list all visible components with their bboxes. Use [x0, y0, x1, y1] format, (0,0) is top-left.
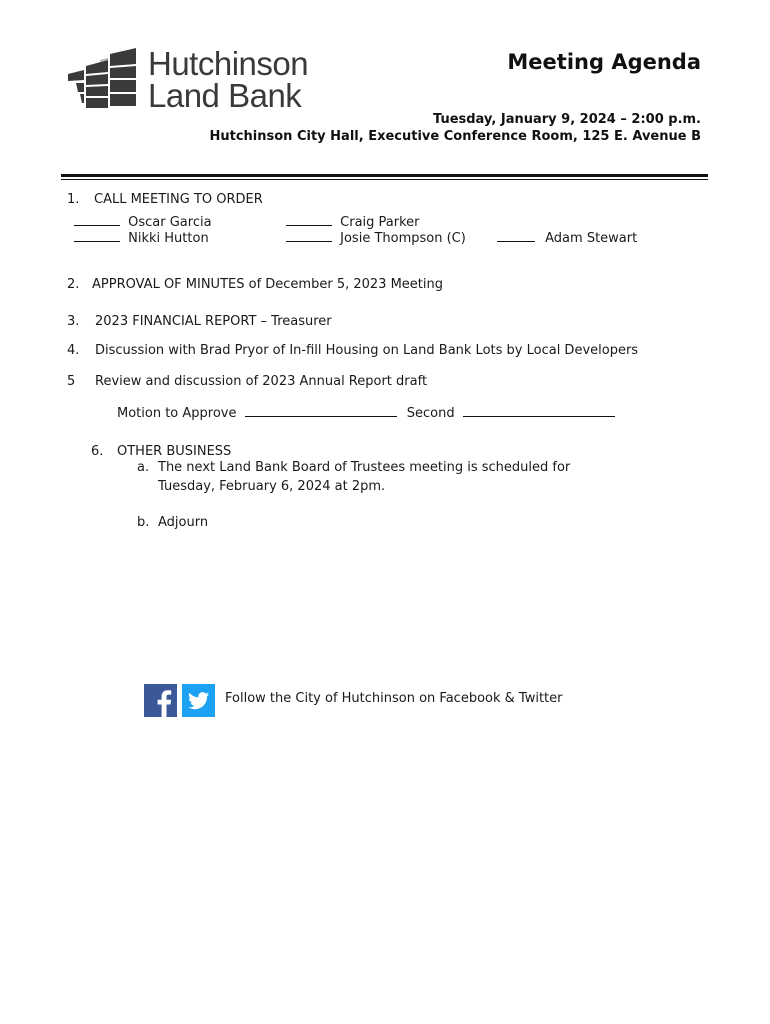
- item-number: 2.: [67, 277, 80, 292]
- signature-blank: [74, 230, 120, 242]
- agenda-item-financial-report: 2023 FINANCIAL REPORT – Treasurer: [95, 314, 332, 329]
- second-blank: [463, 405, 615, 417]
- signature-blank: [286, 214, 332, 226]
- roll-call-name: Oscar Garcia: [128, 215, 212, 230]
- roll-call-entry: [286, 214, 420, 230]
- roll-call-name: Adam Stewart: [545, 231, 638, 246]
- signature-blank: [74, 214, 120, 226]
- agenda-item-call-to-order: CALL MEETING TO ORDER: [94, 192, 263, 207]
- item-number: 6.: [91, 444, 104, 459]
- agenda-item-discussion: Discussion with Brad Pryor of In-fill Housing on Land Bank Lots by Local Developers: [95, 343, 639, 358]
- logo-wordmark-line1: Hutchinson: [148, 45, 309, 82]
- twitter-icon[interactable]: [182, 684, 215, 717]
- roll-call-name: Nikki Hutton: [128, 231, 209, 246]
- facebook-icon[interactable]: [144, 684, 177, 717]
- signature-blank: [286, 230, 332, 242]
- motion-line: [117, 405, 615, 421]
- motion-blank: [245, 405, 397, 417]
- agenda-item-other-business: OTHER BUSINESS: [117, 444, 232, 459]
- page-title: Meeting Agenda: [507, 50, 701, 74]
- roll-call-entry: [286, 230, 466, 246]
- sub-item-adjourn: Adjourn: [158, 515, 209, 530]
- header-divider-thick: [61, 174, 708, 177]
- meeting-location: Hutchinson City Hall, Executive Conference Room, 125 E. Avenue B: [209, 129, 701, 144]
- item-number: 5: [67, 374, 76, 389]
- agenda-item-annual-report: Review and discussion of 2023 Annual Report draft: [95, 374, 428, 389]
- roll-call-entry: [497, 230, 637, 246]
- sub-item-letter: b.: [137, 515, 150, 530]
- header-divider-thin: [61, 179, 708, 180]
- roll-call-entry: [74, 214, 212, 230]
- sub-item-letter: a.: [137, 460, 150, 475]
- roll-call-name: Craig Parker: [340, 215, 420, 230]
- item-number: 1.: [67, 192, 80, 207]
- meeting-date: Tuesday, January 9, 2024 – 2:00 p.m.: [433, 112, 701, 127]
- motion-label: Motion to Approve: [117, 406, 237, 421]
- logo-wordmark-line2: Land Bank: [148, 77, 302, 114]
- logo-mark-icon: [66, 48, 142, 112]
- item-number: 4.: [67, 343, 80, 358]
- roll-call-entry: [74, 230, 209, 246]
- item-number: 3.: [67, 314, 80, 329]
- agenda-item-approval-of-minutes: APPROVAL OF MINUTES of December 5, 2023 Meeting: [92, 277, 443, 292]
- roll-call-name: Josie Thompson (C): [340, 231, 466, 246]
- second-label: Second: [406, 406, 455, 421]
- sub-item-next-meeting: The next Land Bank Board of Trustees meeting is scheduled for: [158, 460, 571, 475]
- sub-item-next-meeting-date: Tuesday, February 6, 2024 at 2pm.: [158, 479, 386, 494]
- follow-social-text: Follow the City of Hutchinson on Facebook & Twitter: [225, 691, 563, 706]
- signature-blank: [497, 230, 535, 242]
